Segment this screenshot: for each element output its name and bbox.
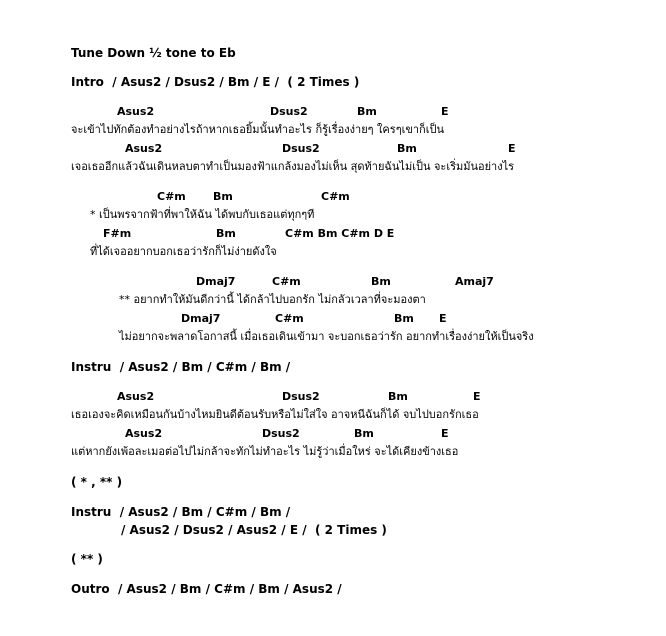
chord: Asus2 (125, 142, 163, 155)
chord: Bm (357, 105, 377, 118)
instru-line: Instru / Asus2 / Bm / C#m / Bm / (71, 505, 291, 519)
chord: E (439, 312, 447, 325)
lyric-line: ไม่อยากจะพลาดโอกาสนี้ เมื่อเธอเดินเข้ามา จะบอกเธอว่ารัก อยากทำเรื่องง่ายให้เป็นจริง (119, 330, 534, 343)
lyric-line: เจอเธออีกแล้วฉันเดินหลบตาทำเป็นมองฟ้าแกล้งมองไม่เห็น สุดท้ายฉันไม่เป็น จะเริ่มมันอย่างไร (71, 160, 515, 173)
chord: Dsus2 (270, 105, 308, 118)
lyric-line: จะเข้าไปทักต้องทำอย่างไรถ้าหากเธอยิ้มนั้นทำอะไร ก็รู้เรื่องง่ายๆ ใครๆเขาก็เป็น (71, 123, 444, 136)
chord: C#m Bm C#m D E (285, 227, 395, 240)
chord: Bm (213, 190, 233, 203)
lyric-line: * เป็นพรจากฟ้าที่พาให้ฉัน ได้พบกับเธอแต่ทุกๆที (90, 208, 315, 221)
chord: E (473, 390, 481, 403)
instru-line-continued: / Asus2 / Dsus2 / Asus2 / E / ( 2 Times ) (121, 523, 387, 537)
repeat-note: ( * , ** ) (71, 475, 123, 489)
chord: Bm (388, 390, 408, 403)
chord: Amaj7 (455, 275, 494, 288)
chord: C#m (275, 312, 304, 325)
chord: C#m (272, 275, 301, 288)
chord: Bm (397, 142, 417, 155)
chord: F#m (103, 227, 132, 240)
tuning-note: Tune Down ½ tone to Eb (71, 46, 236, 60)
chord: Dsus2 (262, 427, 300, 440)
intro-line: Intro / Asus2 / Dsus2 / Bm / E / ( 2 Times ) (71, 75, 360, 89)
outro-line: Outro / Asus2 / Bm / C#m / Bm / Asus2 / (71, 582, 342, 596)
chord: C#m (157, 190, 186, 203)
lyric-line: เธอเองจะคิดเหมือนกันบ้างไหมยินดีต้อนรับหรือไม่ใส่ใจ อาจหนีฉันก็ได้ จบไปบอกรักเธอ (71, 408, 479, 421)
repeat-note: ( ** ) (71, 552, 103, 566)
chord: Dmaj7 (196, 275, 236, 288)
lyric-line: แต่หากยังเพ้อละเมอต่อไปไม่กล้าจะทักไม่ทำอะไร ไม่รู้ว่าเมื่อใหร่ จะได้เคียงข้างเธอ (71, 445, 459, 458)
chord: Asus2 (117, 390, 155, 403)
chord: Dsus2 (282, 390, 320, 403)
chord: Bm (371, 275, 391, 288)
chord: Asus2 (125, 427, 163, 440)
chord: Dmaj7 (181, 312, 221, 325)
lyric-line: ที่ได้เจออยากบอกเธอว่ารักก็ไม่ง่ายดังใจ (90, 245, 277, 258)
chord: Dsus2 (282, 142, 320, 155)
chord: E (441, 105, 449, 118)
chord: C#m (321, 190, 350, 203)
instru-line: Instru / Asus2 / Bm / C#m / Bm / (71, 360, 291, 374)
chord: Asus2 (117, 105, 155, 118)
chord: Bm (394, 312, 414, 325)
chord: E (508, 142, 516, 155)
chord: Bm (354, 427, 374, 440)
lyric-line: ** อยากทำให้มันดีกว่านี้ ได้กล้าไปบอกรัก ไม่กลัวเวลาที่จะมองตา (119, 293, 426, 306)
chord: Bm (216, 227, 236, 240)
chord: E (441, 427, 449, 440)
